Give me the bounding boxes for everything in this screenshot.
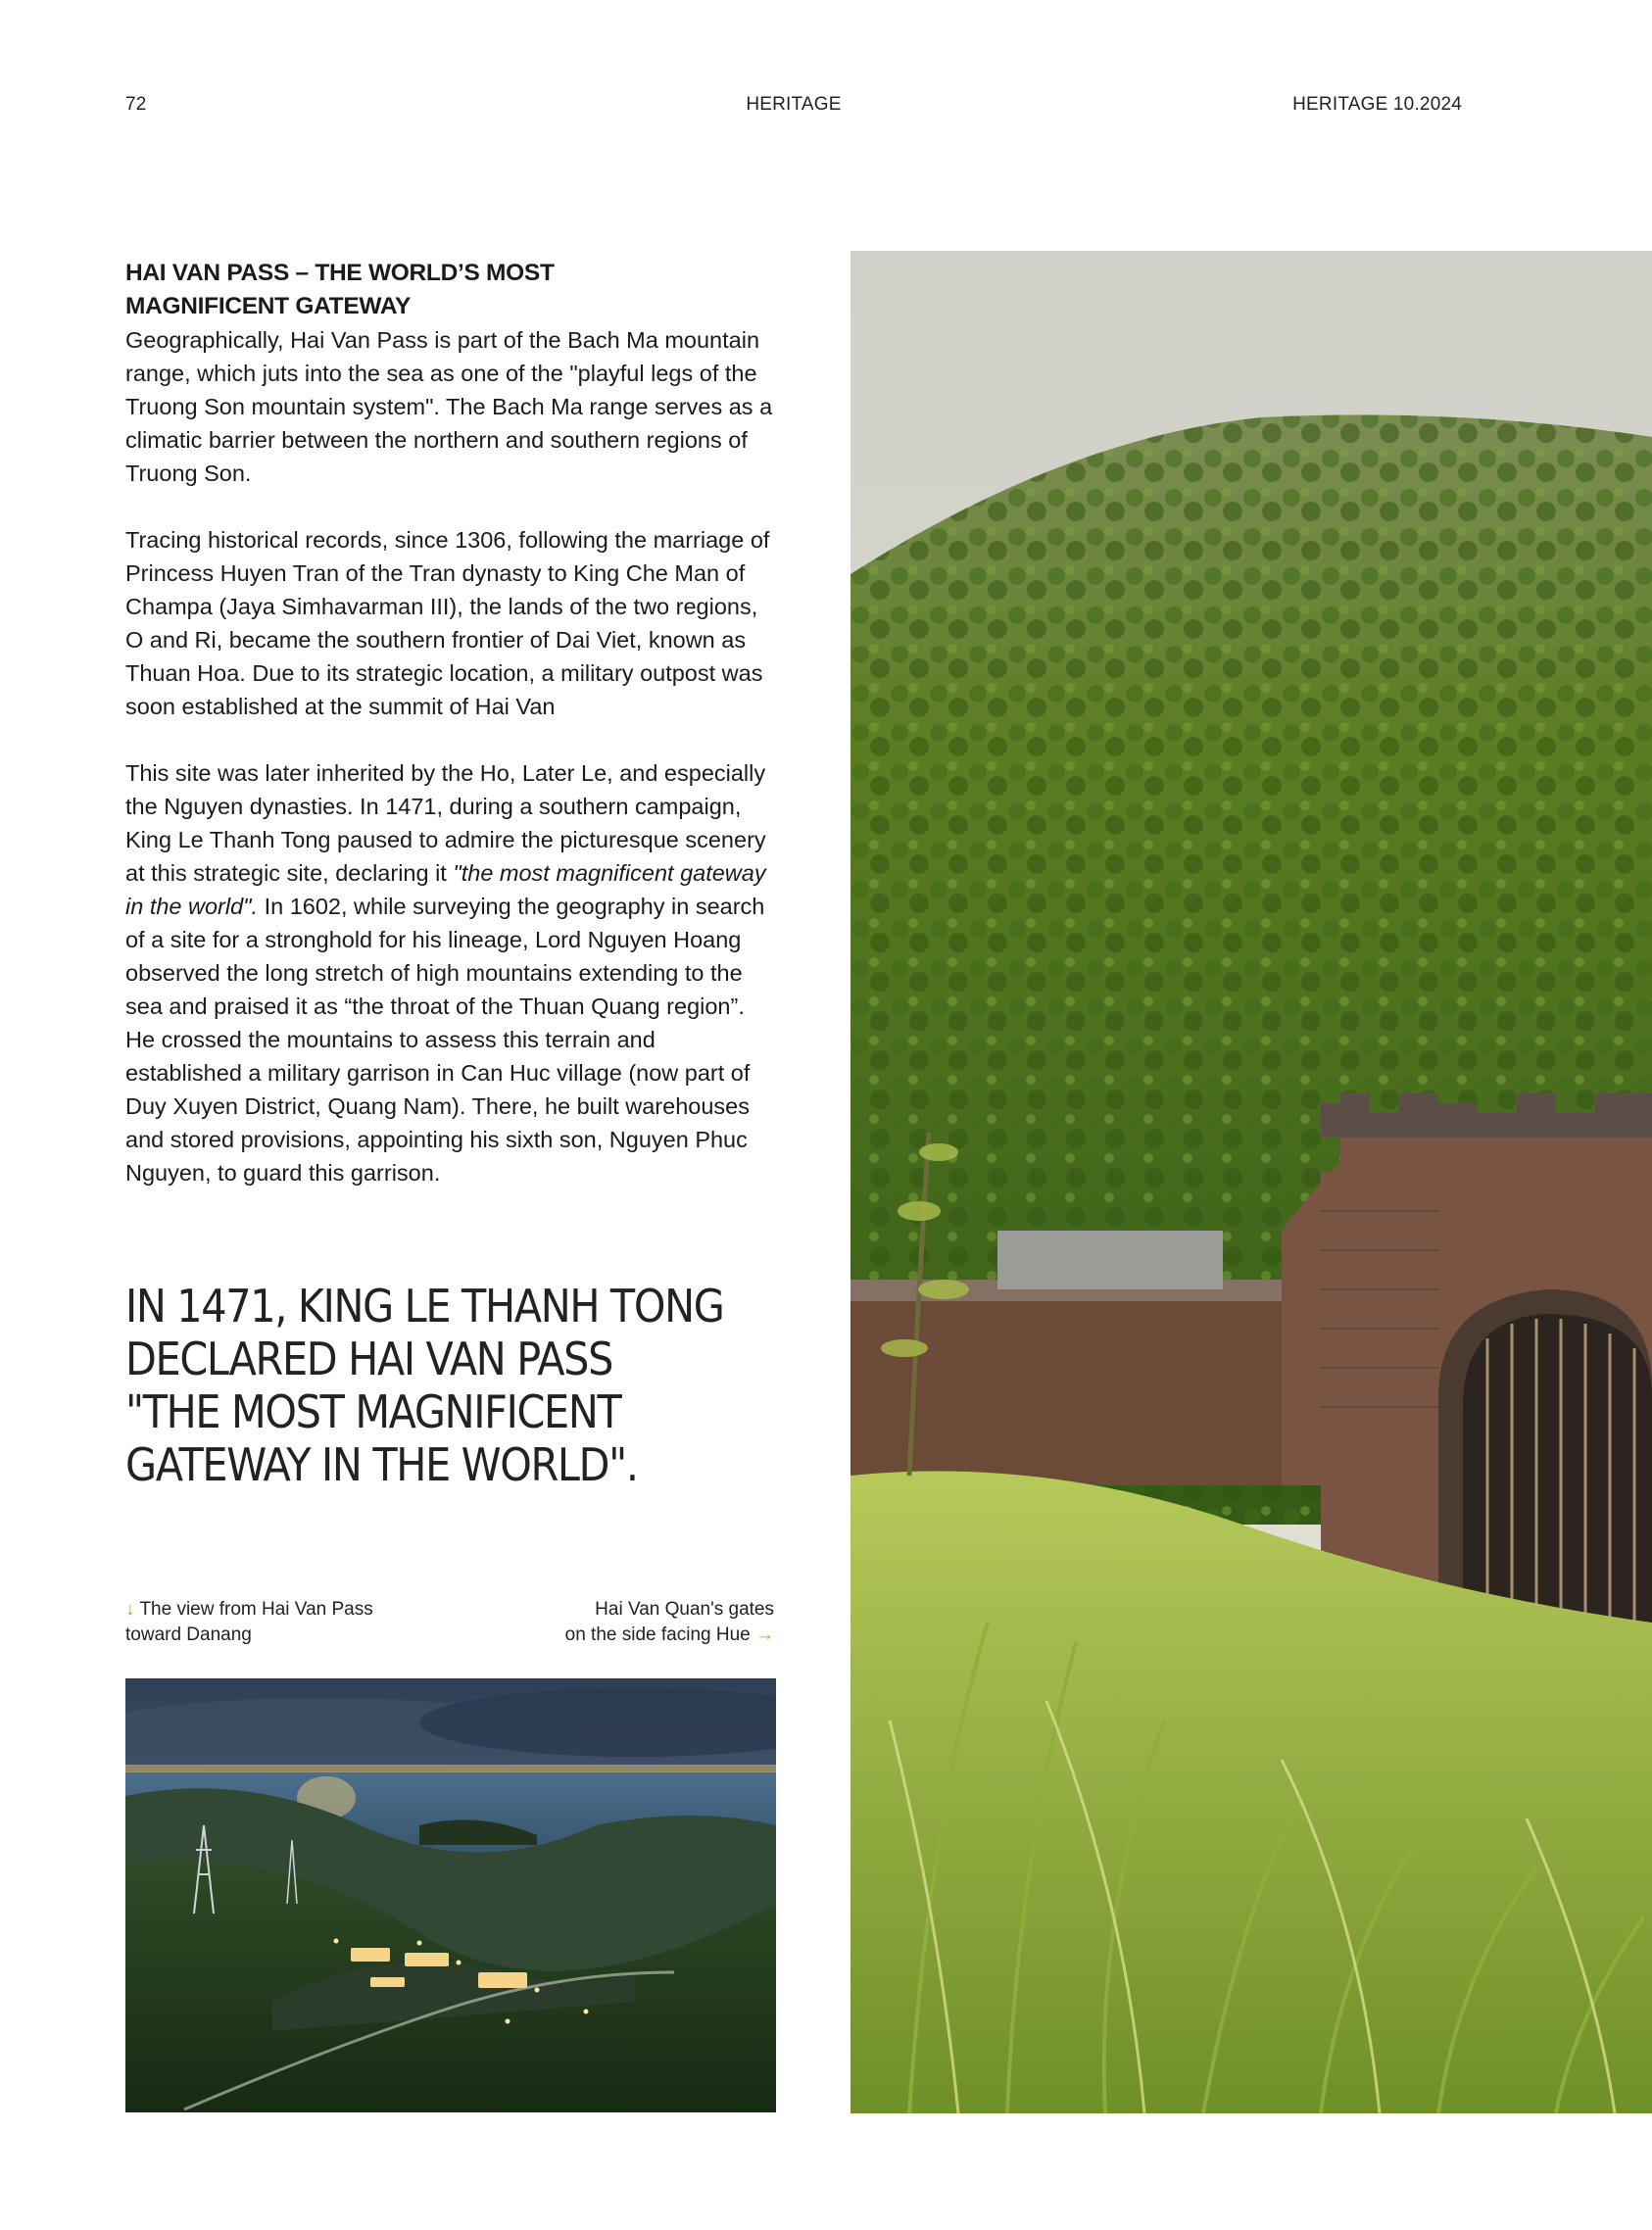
paragraph-3-quote: "the most magnificent gateway in the world".	[125, 860, 766, 919]
photo-danang-night-view	[125, 1678, 776, 2112]
caption-danang-view	[125, 1597, 419, 1648]
section-name: HERITAGE	[746, 94, 842, 115]
pull-quote-line-1: IN 1471, KING LE THANH TONG	[125, 1280, 724, 1333]
issue-label: HERITAGE 10.2024	[1292, 94, 1462, 115]
paragraph-2: Tracing historical records, since 1306, following the marriage of Princess Huyen Tran of the Tran dynasty to King Che Man of Champa (Jaya Simhavarman III), the lands of the two regions, O and Ri, became the southern frontier of Dai Viet, known as Thuan Hoa. Due to its strategic location, a military outpost was soon established at the summit of Hai Van	[125, 527, 770, 719]
caption-hue-gates	[480, 1597, 774, 1648]
caption-right-line-2: on the side facing Hue	[564, 1624, 751, 1645]
paragraph-1: Geographically, Hai Van Pass is part of the Bach Ma mountain range, which juts into the sea as one of the "playful legs of the Truong Son mountain system". The Bach Ma range serves as a climatic barrier between the northern and southern regions of Truong Son.	[125, 327, 773, 486]
article-heading	[125, 257, 777, 323]
heading-line-2: MAGNIFICENT GATEWAY	[125, 293, 412, 319]
caption-right-line-1: Hai Van Quan's gates	[595, 1599, 774, 1620]
pull-quote-line-2: DECLARED HAI VAN PASS	[125, 1333, 613, 1385]
caption-left-line-2: toward Danang	[125, 1624, 252, 1645]
pull-quote-line-3: "THE MOST MAGNIFICENT	[125, 1385, 621, 1438]
night-landscape-illustration	[125, 1678, 776, 2112]
arrow-down-icon: ↓	[125, 1599, 135, 1620]
arrow-right-icon: →	[755, 1624, 774, 1645]
paragraph-3-part-a: This site was later inherited by the Ho, Later Le, and especially the Nguyen dynasties. In 1471, during a southern campaign, King Le Thanh Tong paused to admire the picturesque scenery at this strategic site, declaring it	[125, 760, 766, 886]
paragraph-3-part-b: In 1602, while surveying the geography in search of a site for a stronghold for his lineage, Lord Nguyen Hoang observed the long stretch of high mountains extending to the sea and praised it as “the throat of the Thuan Quang region”. He crossed the mountains to assess this terrain and established a military garrison in Can Huc village (now part of Duy Xuyen District, Quang Nam). There, he built warehouses and stored provisions, appointing his sixth son, Nguyen Phuc Nguyen, to guard this garrison.	[125, 894, 765, 1186]
pull-quote	[125, 1280, 725, 1491]
paragraph-3	[125, 756, 777, 1189]
heading-line-1: HAI VAN PASS – THE WORLD’S MOST	[125, 260, 555, 286]
caption-left-line-1: The view from Hai Van Pass	[139, 1599, 373, 1620]
article-body	[125, 257, 777, 1223]
page-number: 72	[125, 94, 147, 115]
photo-hai-van-gate	[850, 251, 1652, 2113]
pull-quote-line-4: GATEWAY IN THE WORLD".	[125, 1438, 638, 1491]
mountain-gate-illustration	[850, 251, 1652, 2113]
running-head	[125, 94, 1462, 121]
